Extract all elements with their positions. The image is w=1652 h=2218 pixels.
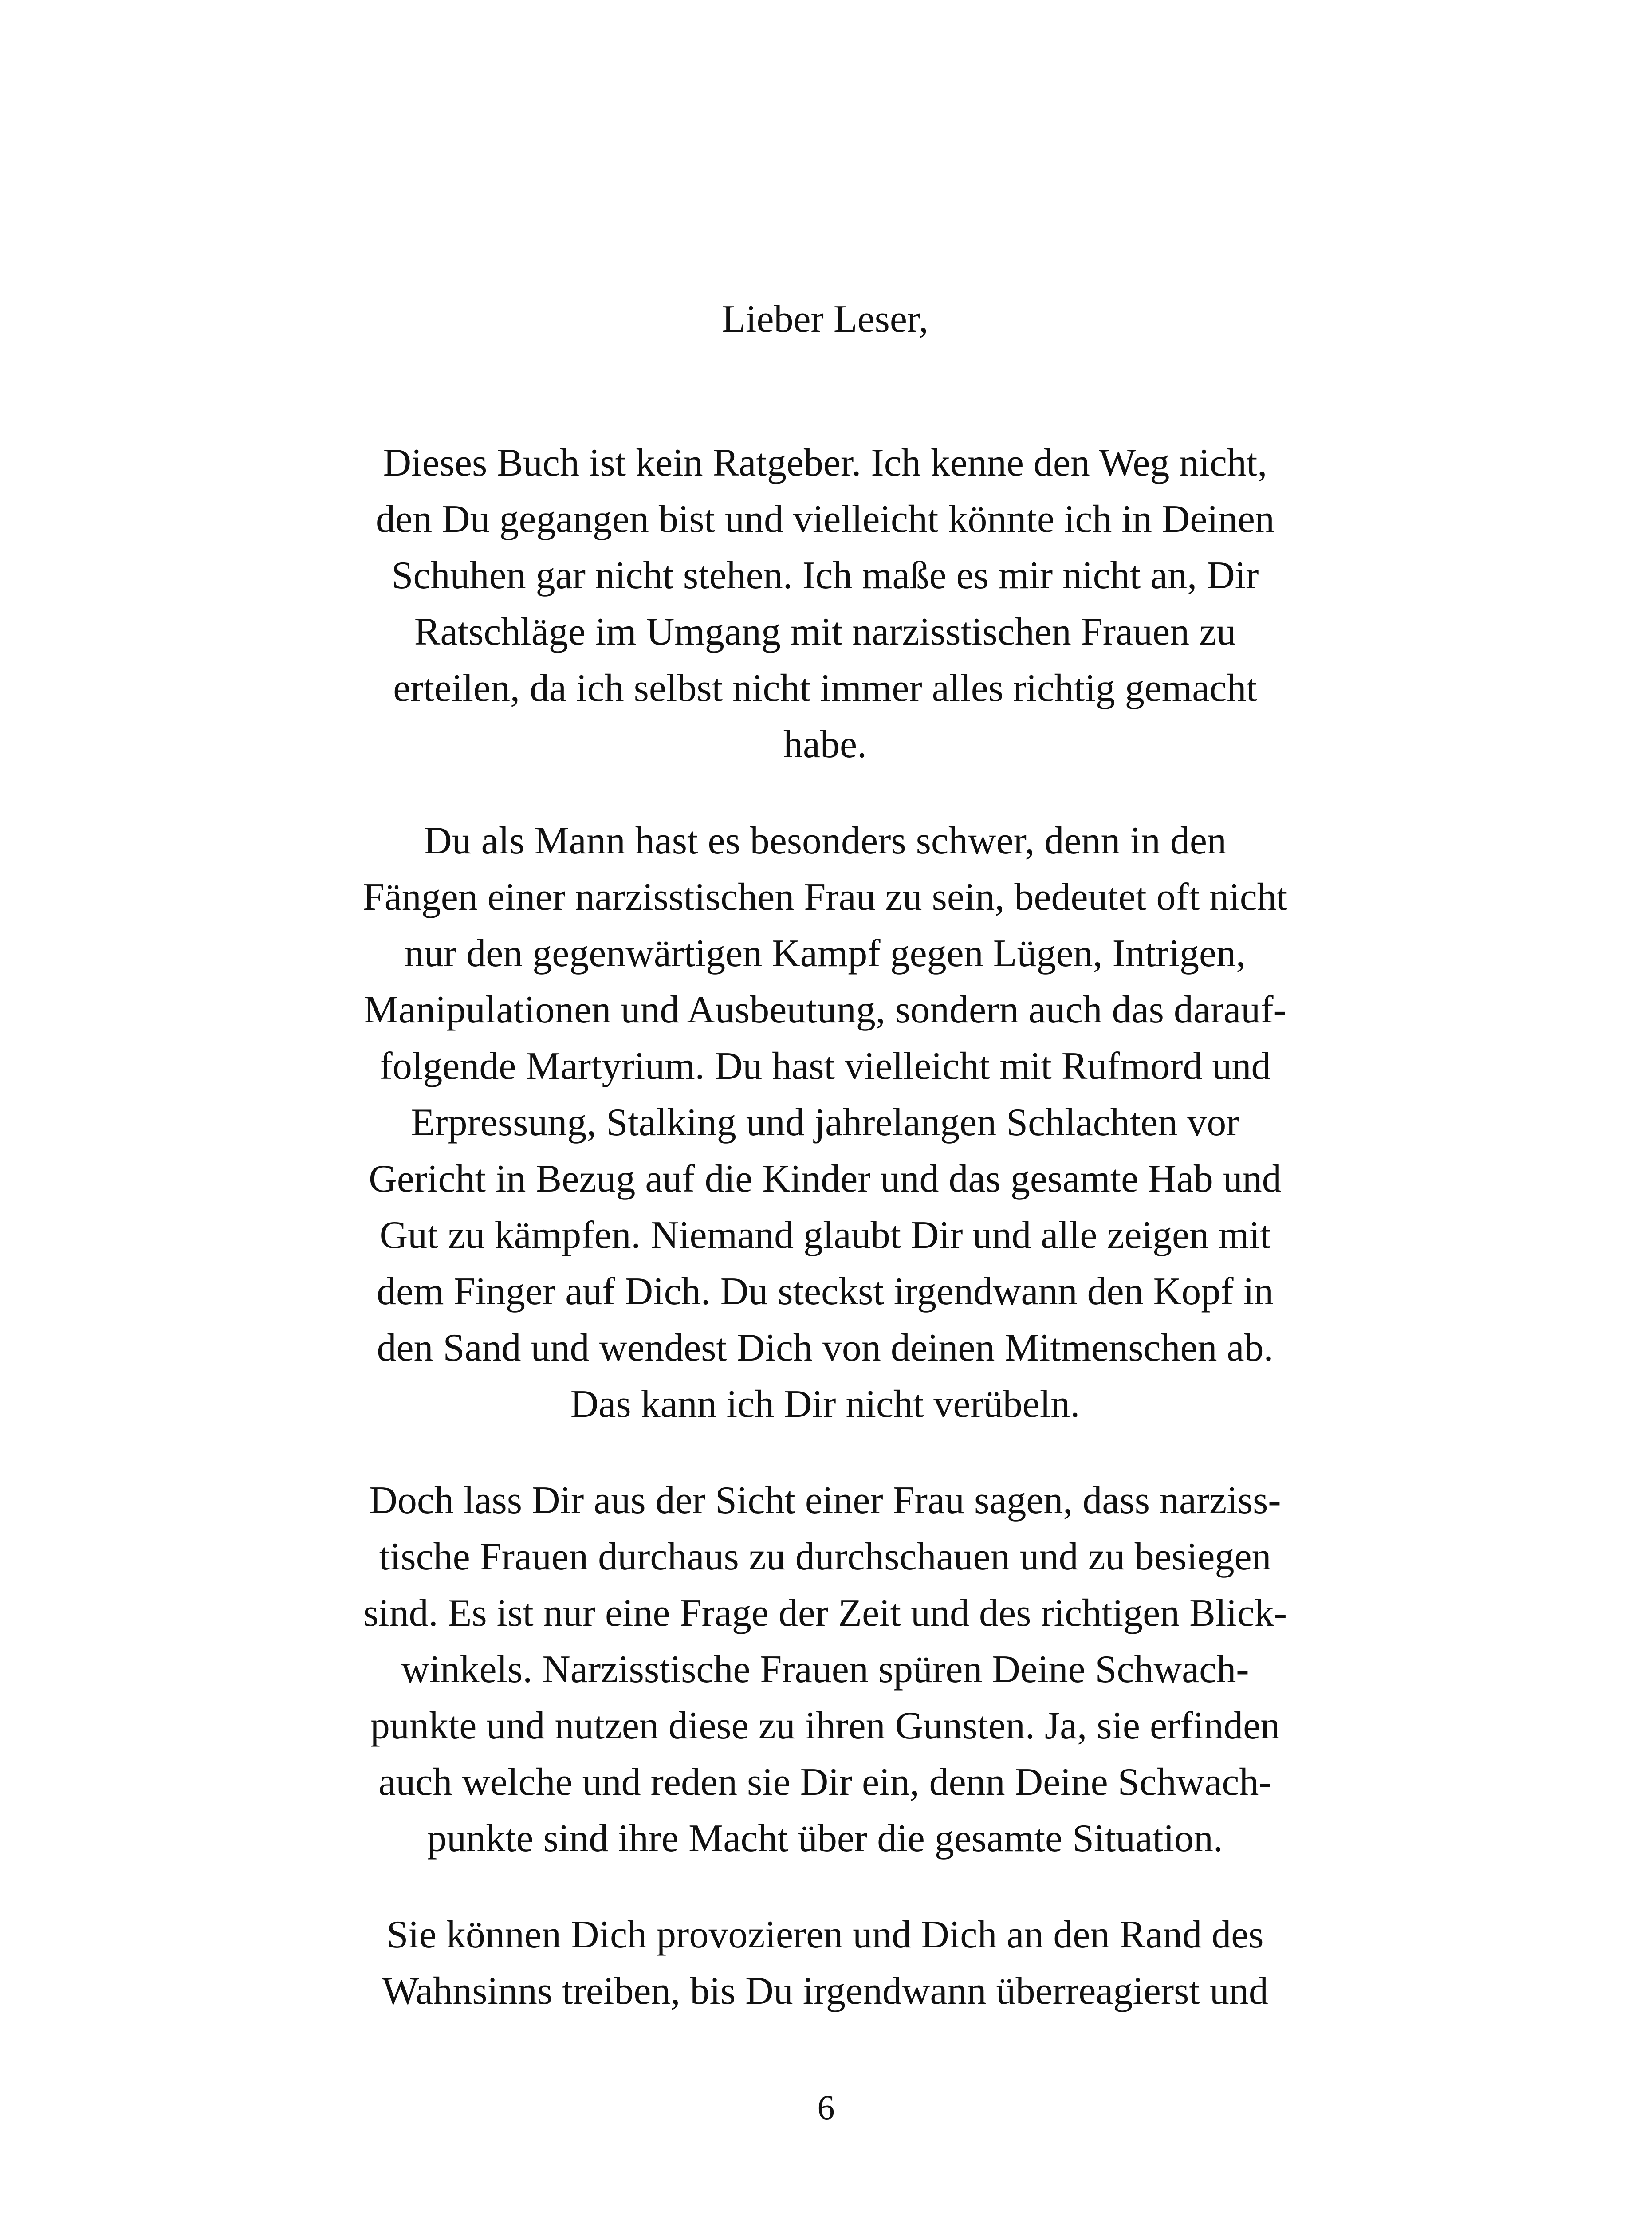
paragraph-line: habe.	[783, 723, 867, 766]
paragraph-line: Das kann ich Dir nicht verübeln.	[570, 1383, 1080, 1426]
paragraph-line: Gericht in Bezug auf die Kinder und das gesamte Hab und	[369, 1157, 1282, 1200]
paragraph-line: tische Frauen durchaus zu durchschauen und zu besiegen	[379, 1535, 1271, 1578]
paragraph-line: auch welche und reden sie Dir ein, denn Deine Schwach-	[378, 1761, 1272, 1804]
paragraph-line: Sie können Dich provozieren und Dich an den Rand des	[386, 1913, 1264, 1956]
paragraph-line: Schuhen gar nicht stehen. Ich maße es mir nicht an, Dir	[391, 554, 1259, 597]
paragraph-line: erteilen, da ich selbst nicht immer alles richtig gemacht	[393, 667, 1257, 710]
paragraph-line: dem Finger auf Dich. Du steckst irgendwann den Kopf in	[377, 1270, 1274, 1313]
paragraph-line: Wahnsinns treiben, bis Du irgendwann überreagierst und	[382, 1970, 1268, 2013]
salutation: Lieber Leser,	[722, 298, 928, 341]
paragraph-line: winkels. Narzisstische Frauen spüren Deine Schwach-	[401, 1648, 1249, 1691]
paragraph-line: folgende Martyrium. Du hast vielleicht mit Rufmord und	[379, 1045, 1271, 1088]
paragraph-line: nur den gegenwärtigen Kampf gegen Lügen, Intrigen,	[404, 932, 1246, 975]
paragraph-line: Fängen einer narzisstischen Frau zu sein, bedeutet oft nicht	[362, 876, 1288, 919]
paragraph-line: punkte sind ihre Macht über die gesamte Situation.	[427, 1817, 1223, 1860]
paragraph-line: Ratschläge im Umgang mit narzisstischen Frauen zu	[414, 610, 1236, 653]
paragraph-line: den Sand und wendest Dich von deinen Mitmenschen ab.	[377, 1326, 1274, 1369]
paragraph-line: Gut zu kämpfen. Niemand glaubt Dir und alle zeigen mit	[379, 1214, 1271, 1257]
paragraph-line: Dieses Buch ist kein Ratgeber. Ich kenne den Weg nicht,	[383, 441, 1267, 484]
paragraph-line: sind. Es ist nur eine Frage der Zeit und des richtigen Blick-	[363, 1592, 1287, 1635]
paragraph-line: Erpressung, Stalking und jahrelangen Schlachten vor	[411, 1101, 1239, 1144]
paragraph-line: Manipulationen und Ausbeutung, sondern auch das darauf-	[364, 988, 1286, 1031]
paragraph-line: den Du gegangen bist und vielleicht könnte ich in Deinen	[376, 498, 1274, 541]
paragraph-line: Doch lass Dir aus der Sicht einer Frau sagen, dass narziss-	[369, 1479, 1281, 1522]
paragraph-line: punkte und nutzen diese zu ihren Gunsten. Ja, sie erfinden	[370, 1704, 1280, 1747]
page-number: 6	[817, 2088, 835, 2127]
paragraph-line: Du als Mann hast es besonders schwer, denn in den	[424, 819, 1227, 862]
